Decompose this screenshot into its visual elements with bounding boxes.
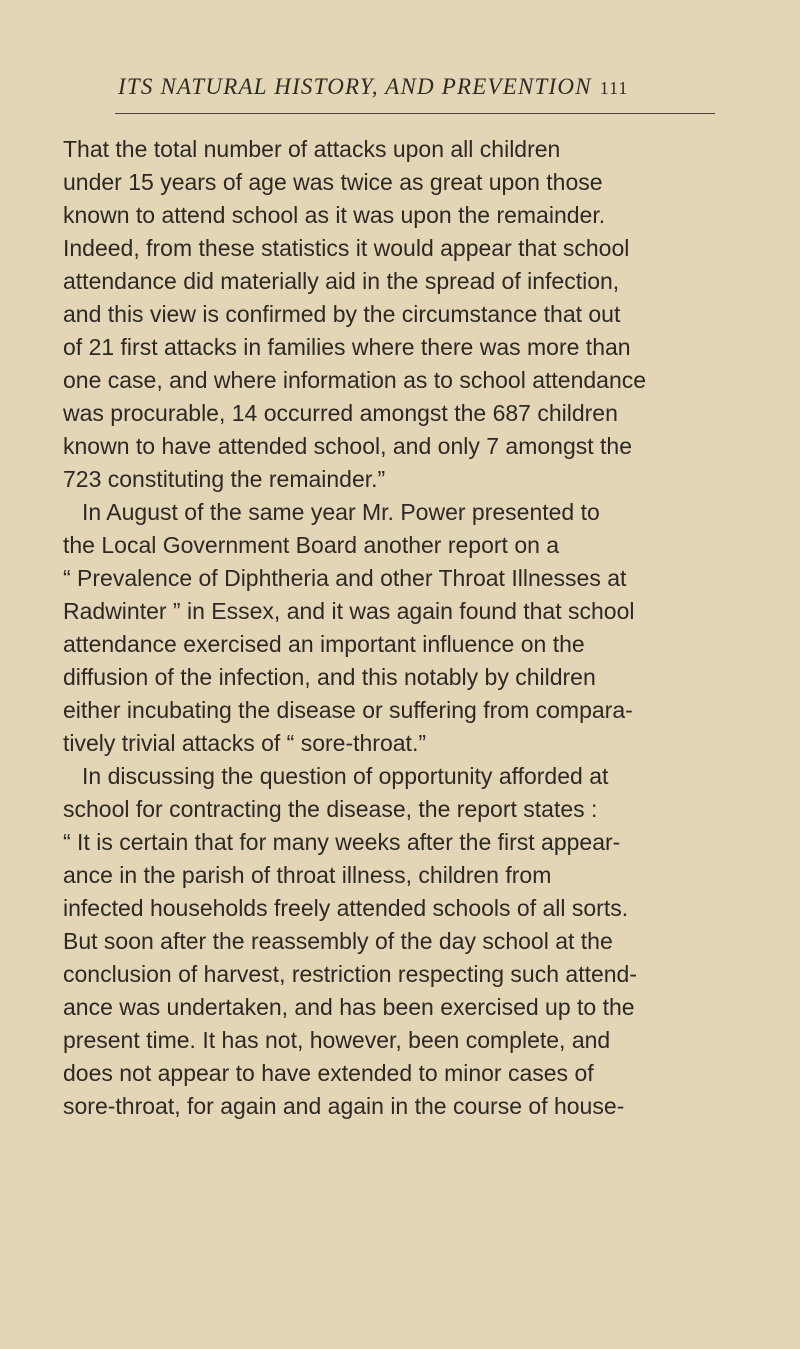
text-line: the Local Government Board another report on a [63,532,560,558]
text-line: either incubating the disease or suffering from compara- [63,697,633,723]
text-line: infected households freely attended schools of all sorts. [63,895,629,921]
paragraph-start-line: In discussing the question of opportunity afforded at [82,763,609,789]
text-line: attendance exercised an important influence on the [63,631,585,657]
text-line: does not appear to have extended to minor cases of [63,1060,594,1086]
text-line: Indeed, from these statistics it would appear that school [63,235,630,261]
text-line: Radwinter ” in Essex, and it was again found that school [63,598,635,624]
header-rule [115,113,715,114]
text-line: diffusion of the infection, and this notably by children [63,664,596,690]
text-line: known to attend school as it was upon the remainder. [63,202,606,228]
text-line: under 15 years of age was twice as great upon those [63,169,603,195]
running-head [118,74,718,100]
text-line: one case, and where information as to school attendance [63,367,647,393]
page-number: 111 [599,78,629,98]
text-line: ance was undertaken, and has been exercised up to the [63,994,635,1020]
text-line: known to have attended school, and only 7 amongst the [63,433,633,459]
text-line: was procurable, 14 occurred amongst the 687 children [63,400,618,426]
text-line: sore-throat, for again and again in the course of house- [63,1093,625,1119]
text-line: 723 constituting the remainder.” [63,466,386,492]
text-line: attendance did materially aid in the spread of infection, [63,268,620,294]
paragraph-start-line: In August of the same year Mr. Power presented to [82,499,600,525]
running-head-title: ITS NATURAL HISTORY, AND PREVENTION [118,74,592,99]
text-line: That the total number of attacks upon all children [63,136,561,162]
text-line: “ It is certain that for many weeks after the first appear- [63,829,621,855]
text-line: tively trivial attacks of “ sore-throat.” [63,730,426,756]
text-line: and this view is confirmed by the circumstance that out [63,301,621,327]
text-line: “ Prevalence of Diphtheria and other Throat Illnesses at [63,565,627,591]
text-line: present time. It has not, however, been complete, and [63,1027,611,1053]
body-text [63,133,723,1123]
text-line: of 21 first attacks in families where there was more than [63,334,631,360]
text-line: But soon after the reassembly of the day school at the [63,928,613,954]
text-line: school for contracting the disease, the report states : [63,796,598,822]
text-line: ance in the parish of throat illness, children from [63,862,552,888]
text-line: conclusion of harvest, restriction respecting such attend- [63,961,638,987]
